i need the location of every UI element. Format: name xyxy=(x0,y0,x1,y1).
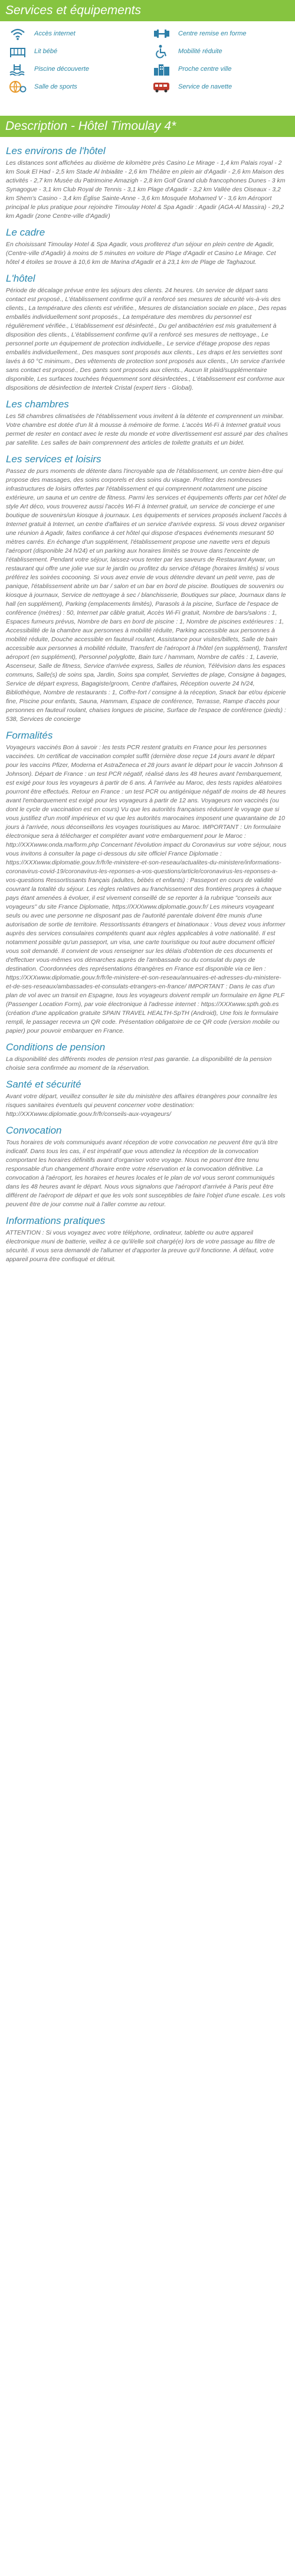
section-divider xyxy=(0,103,295,116)
section-convocation xyxy=(6,1126,288,1209)
service-shuttle xyxy=(151,79,288,94)
service-label: Salle de sports xyxy=(34,83,77,90)
section-sante xyxy=(6,1080,288,1119)
section-title: Les environs de l'hôtel xyxy=(6,145,106,156)
section-text: Avant votre départ, veuillez consulter le site du ministère des affaires étrangères pour connaître les risques sanitaires éventuels qui peuvent concerner votre destination: http://XXXwww.diplomatie.gouv.fr/fr/conseils-aux-voyageurs/ xyxy=(6,1093,277,1118)
section-formalites xyxy=(6,731,288,1036)
pool-icon xyxy=(7,62,28,76)
section-text: ATTENTION : Si vous voyagez avec votre téléphone, ordinateur, tablette ou autre appareil électronique muni de batterie, veillez à ce qu'il/elle soit chargé(e) lors de votre passage au filtre de sécurité. Il vous sera demandé de l'allumer et d'apporter la preuve qu'il fonctionne. À défaut, votre appareil pourra être confisqué et détruit. xyxy=(6,1229,276,1263)
section-cadre xyxy=(6,228,288,267)
crib-icon xyxy=(7,44,28,58)
service-pool xyxy=(7,61,144,77)
description-band: Description - Hôtel Timoulay 4* xyxy=(0,116,295,137)
service-internet xyxy=(7,26,144,41)
service-label: Piscine découverte xyxy=(34,65,89,73)
section-environs xyxy=(6,146,288,221)
section-text: Voyageurs vaccinés Bon à savoir : les tests PCR restent gratuits en France pour les personnes vaccinées. Un certificat de vaccination complet suffit (dernière dose reçue 14 jours avant le départ pour les vaccins Pfizer, Moderna et AstraZeneca et 28 jours avant le départ pour le vaccin Johnson & Johnson). Départ de France : un test PCR négatif, réalisé dans les 48 heures avant l'embarquement, est exigé pour tous les voyageurs à partir de 6 ans. À l'arrivée au Maroc, des tests rapides aléatoires pourront être effectués. Retour en France : un test PCR ou antigénique négatif de moins de 48 heures avant l'embarquement est exigé pour les voyageurs à partir de 12 ans. Voyageurs non vaccinés (ou dont le cycle de vaccination est en cours) Vu que les autorités françaises réduisent le voyage que si vous justifiez d'un motif impérieux et vu que les autorités marocaines imposent une quarantaine de 10 jours à l'arrivée, nous déconseillons les voyages touristiques au Maroc. IMPORTANT : Un formulaire électronique sera à télécharger et compléter avant votre embarquement pour le Maroc : http://XXXwww.onda.ma/form.php Concernant l'évolution impact du Coronavirus sur votre séjour, nous vous invitons à consulter la page ci-dessous du site officiel France Diplomatie : https://XXXwww.diplomatie.gouv.fr/fr/le-ministere-et-son-reseau/actualites-du-ministere/informations-coronavirus-covid-19/coronavirus-les-reponses-a-vos-questions/article/coronavirus-les-reponses-a-vos-questions Ressortissants français (adultes, bébés et enfants) : Passeport en cours de validité couvrant la totalité du séjour. Les règles relatives au franchissement des frontières propres à chaque pays étant amenées à évoluer, il est vivement conseillé de se reporter à la rubrique "conseils aux voyageurs" du site France Diplomatie, https://XXXwww.diplomatie.gouv.fr/ Les mineurs voyageant seuls ou avec une personne ne disposant pas de l'autorité parentale doivent être munis d'une autorisation de sortie de territoire. Ressortissants étrangers et binationaux : Vous devez vous informer auprès des services consulaires compétents quant aux règles applicables à votre nationalité. Il est notamment possible qu'un passeport, un visa, une carte touristique ou tout autre document officiel vous soit demandé. Il convient de vous renseigner sur les délais d'obtention de ces documents et d'effectuer vous-mêmes vos démarches auprès de l'ambassade ou du consulat du pays de destination. Coordonnées des représentations étrangères en France est disponible via ce lien : https://XXXwww.diplomatie.gouv.fr/fr/le-ministere-et-son-reseau/annuaires-et-adresses-du-ministere-et-de-ses-reseaux/ambassades-et-consulats-etrangers-en-france/ IMPORTANT : Dans le cas d'un plan de vol avec un transit en Espagne, tous les voyageurs doivent remplir un formulaire en ligne PLF (Passenger Location Form), par voie électronique à l'adresse internet : https://XXXwww.spth.gob.es (création d'une application gratuite SPAIN TRAVEL HEALTH-SpTH (Android), Une fois le formulaire rempli, le passager recevra un QR code. Présentation obligatoire de ce QR code (version mobile ou papier) pour pouvoir embarquer en France. xyxy=(6,744,287,1034)
section-services-loisirs xyxy=(6,455,288,724)
service-label: Accès internet xyxy=(34,30,76,37)
section-text: Les distances sont affichées au dixième de kilomètre près Casino Le Mirage - 1,4 km Palais royal - 2 km Souk El Had - 2,5 km Stade Al Inbiaâte - 2,6 km Théâtre en plein air d'Agadir - 2,6 km Maison des activités - 2,7 km Musée du Patrimoine Amazigh - 2,8 km Golf Grand club francophones Dunes - 3 km Synagogue - 3,1 km Club Royal de Tennis - 3,1 km Plage d'Agadir - 3,2 km Vallée des Oiseaux - 3,2 km Shem's Casino - 3,4 km Église Sainte-Anne - 3,6 km Mosquée Mohamed V - 3,6 km Aéroport principal le plus pratique pour rejoindre Timoulay Hotel & Spa Agadir : Agadir (AGA-Al Massira) - 29,2 km Agadir (zone Centre-ville d'Agadir) xyxy=(6,159,286,220)
sports-icon xyxy=(7,80,28,94)
services-grid xyxy=(0,21,295,103)
service-mobility xyxy=(151,44,288,59)
service-label: Centre remise en forme xyxy=(178,30,247,37)
wheelchair-icon xyxy=(151,44,172,58)
section-chambres xyxy=(6,400,288,448)
service-fitness xyxy=(151,26,288,41)
dumbbell-icon xyxy=(151,27,172,41)
section-title: Convocation xyxy=(6,1125,62,1136)
section-infos-pratiques xyxy=(6,1216,288,1264)
service-label: Lit bébé xyxy=(34,47,58,55)
section-pension xyxy=(6,1043,288,1073)
section-title: Le cadre xyxy=(6,227,45,238)
section-title: Informations pratiques xyxy=(6,1215,106,1226)
service-crib xyxy=(7,44,144,59)
service-label: Service de navette xyxy=(178,83,232,90)
section-title: Les services et loisirs xyxy=(6,453,101,465)
section-hotel xyxy=(6,274,288,393)
section-title: Conditions de pension xyxy=(6,1041,106,1053)
service-sports xyxy=(7,79,144,94)
section-title: Les chambres xyxy=(6,399,69,410)
section-text: Les 58 chambres climatisées de l'établissement vous invitent à la détente et comprennent un minibar. Votre chambre est dotée d'un lit à mousse à mémoire de forme. L'accès Wi-Fi à Internet gratuit vous permet de rester en contact avec le reste du monde et votre divertissement est assuré par des chaînes par satellite. Les salles de bain comprennent des articles de toilette gratuits et un bidet. xyxy=(6,413,288,446)
service-label: Proche centre ville xyxy=(178,65,232,73)
section-text: Période de décalage prévue entre les séjours des clients. 24 heures. Un service de départ sans contact est proposé., L'établissement confirme qu'il a renforcé ses mesures de sécurité vis-à-vis des clients., La température des clients est vérifiée., Mesures de distanciation sociale en place., Des repas emballés individuellement sont proposés., La température des membres du personnel est régulièrement vérifiée., L'établissement est désinfecté., Du gel antibactérien est mis gratuitement à disposition des clients., L'établissement confirme qu'il a renforcé ses mesures de nettoyage., Le personnel porte un équipement de protection individuelle., Le service d'étage propose des repas emballés individuellement., Des masques sont proposés aux clients., Les draps et les serviettes sont lavés à 60 °C minimum., Des vêtements de protection sont proposés aux clients., Un service d'arrivée sans contact est proposé., Des gants sont proposés aux clients., Aucun lit plaid/supplémentaire disponible, Les surfaces touchées fréquemment sont désinfectées., L'établissement est conforme aux dispositions de désinfection de Intertek Cristal (expert tiers - Global). xyxy=(6,287,287,391)
service-city xyxy=(151,61,288,77)
services-band: Services et équipements xyxy=(0,0,295,21)
section-text: La disponibilité des différents modes de pension n'est pas garantie. La disponibilité de la pension choisie sera confirmée au moment de la réservation. xyxy=(6,1056,272,1072)
service-label: Mobilité réduite xyxy=(178,47,222,55)
section-title: Santé et sécurité xyxy=(6,1079,81,1090)
shuttle-icon xyxy=(151,80,172,94)
description-content xyxy=(0,137,295,1289)
section-title: Formalités xyxy=(6,730,53,741)
wifi-icon xyxy=(7,27,28,41)
section-text: Tous horaires de vols communiqués avant réception de votre convocation ne peuvent être qu'à titre indicatif. Dans tous les cas, il est impératif que vous attendiez la réception de la convocation comportant les horaires définitifs avant d'organiser votre voyage. Nous ne pourront être tenu responsable d'un changement d'horaire entre votre réservation et la convocation définitive. La convocation à l'aéroport, les horaires et heures locales et le plan de vol vous seront communiqués dans les 48 heures avant le départ. Nous vous signalons que l'aéroport d'arrivée à Paris peut être différent de l'aéroport de départ et que les vols sont susceptibles de faire l'objet d'une escale. Les vols peuvent être de jour comme nuit à l'aller comme au retour. xyxy=(6,1139,286,1208)
section-title: L'hôtel xyxy=(6,273,35,284)
section-text: Passez de purs moments de détente dans l'incroyable spa de l'établissement, un centre bien-être qui propose des massages, des soins corporels et des soins du visage. Profitez des nombreuses infrastructures de loisirs offertes par l'établissement et qui comprennent notamment une piscine extérieure, un sauna et un centre de fitness. Parmi les services et équipements offerts par cet hôtel de style Art déco, vous trouverez aussi l'accès Wi-Fi à Internet gratuit, un service de concierge et une boutique de souvenirs/un kiosque à journaux. Les équipements et services proposés incluent l'accès à Internet gratuit à Internet, un centre d'affaires et un service d'arrivée express. Si vous devez organiser une réunion à Agadir, faites confiance à cet hôtel qui dispose d'espaces événements mesurant 50 mètres carrés. En échange d'un supplément, l'établissement propose une navette vers et depuis l'aéroport (disponible 24 h/24) et un parking aux horaires limités se trouve dans l'enceinte de l'établissement. Pendant votre séjour, laissez-vous tenter par les saveurs de Restaurant Aywar, un restaurant qui offre une jolie vue sur le jardin ou profitez du service d'étage (horaires limités) si vous préférez les soirées cocooning. Si vous avez envie de vous détendre devant un petit verre, pas de panique, l'établissement abrite un bar / salon et un bar en bord de piscine. Boutiques de souvenirs ou kiosque à journaux, Service de nettoyage à sec / blanchisserie, Boutiques sur place, Journaux dans le hall (en supplément), Parking (emplacements limités), Parasols à la piscine, Surface de l'espace de conférence (mètres) : 50, Internet par câble gratuit, Accès Wi-Fi gratuit, Nombre de bars/salons : 1, Espaces fumeurs prévus, Nombre de bars en bord de piscine : 1, Nombre de piscines extérieures : 1, Accessibilité de la chambre aux personnes à mobilité réduite, Parking accessible aux personnes à mobilité réduite, Douche accessible en fauteuil roulant, Assistance pour visites/billets, Salle de bain accessible aux personnes à mobilité réduite, Transfert de l'aéroport à l'hôtel (en supplément), Transfert aéroport (en supplément), Personnel polyglotte, Bain turc / hammam, Nombre de cafés : 1, Laverie, Ascenseur, Salle de fitness, Service d'arrivée express, Salles de réunion, Télévision dans les espaces communs, Salle(s) de soins spa, Jardin, Soins spa complet, Serviettes de plage, Consigne à bagages, Service de départ express, Bagagiste/groom, Centre d'affaires, Réception ouverte 24 h/24, Bibliothèque, Nombre de restaurants : 1, Coffre-fort / consigne à la réception, Snack bar et/ou épicerie fine, Piscine pour enfants, Sauna, Hammam, Espace de conférence, Terrasse, Rampe d'accès pour personnes en fauteuil roulant, chaises longues de piscine, Surface de l'espace de conférence (pieds) : 538, Services de concierge xyxy=(6,468,287,723)
section-text: En choisissant Timoulay Hotel & Spa Agadir, vous profiterez d'un séjour en plein centre de Agadir, (Centre-ville d'Agadir) à moins de 5 minutes en voiture de Plage d'Agadir et Casino Le Mirage. Cet hôtel 4 étoiles se trouve à 10,6 km de Marina d'Agadir et à 23,1 km de Plage de Taghazout. xyxy=(6,241,276,266)
city-icon xyxy=(151,62,172,76)
